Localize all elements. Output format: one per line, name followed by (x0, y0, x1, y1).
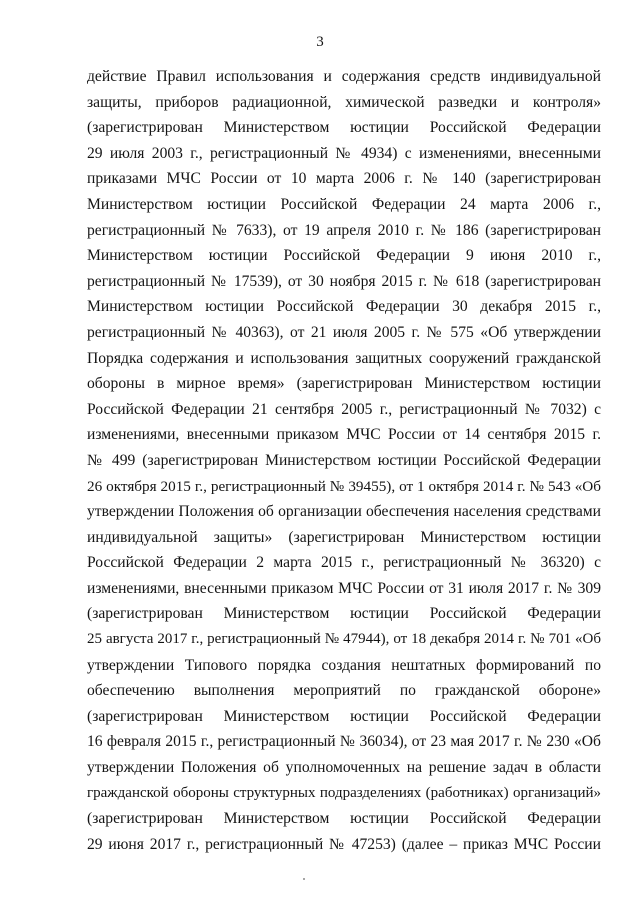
text-line-31: 29 июня 2017 г., регистрационный № 47253) (далее – приказ МЧС России (87, 835, 601, 853)
text-line-18: утверждении Положения об организации обеспечения населения средствами (87, 503, 601, 521)
text-line-22: (зарегистрирован Министерством юстиции Российской Федерации (87, 605, 601, 623)
text-line-20: Российской Федерации 2 марта 2015 г., регистрационный № 36320) с (87, 554, 601, 572)
text-line-25: обеспечению выполнения мероприятий по гражданской обороне» (87, 682, 601, 700)
text-line-09: регистрационный № 17539), от 30 ноября 2015 г. № 618 (зарегистрирован (87, 272, 601, 290)
scan-artifact-dot (303, 878, 305, 880)
text-line-11: регистрационный № 40363), от 21 июля 2005 г. № 575 «Об утверждении (87, 323, 601, 341)
text-line-30: (зарегистрирован Министерством юстиции Российской Федерации (87, 810, 601, 828)
text-line-04: 29 июля 2003 г., регистрационный № 4934) с изменениями, внесенными (87, 144, 601, 162)
text-line-07: регистрационный № 7633), от 19 апреля 2010 г. № 186 (зарегистрирован (87, 221, 601, 239)
text-line-29: гражданской обороны структурных подразделениях (работниках) организаций» (87, 784, 601, 801)
text-line-01: действие Правил использования и содержания средств индивидуальной (87, 68, 601, 85)
body-paragraph (87, 64, 601, 857)
text-line-23: 25 августа 2017 г., регистрационный № 47944), от 18 декабря 2014 г. № 701 «Об (87, 631, 601, 648)
text-line-19: индивидуальной защиты» (зарегистрирован Министерством юстиции (87, 528, 601, 546)
text-line-03: (зарегистрирован Министерством юстиции Российской Федерации (87, 119, 601, 137)
text-line-24: утверждении Типового порядка создания нештатных формирований по (87, 656, 601, 674)
text-line-06: Министерством юстиции Российской Федерации 24 марта 2006 г., (87, 195, 601, 213)
text-line-08: Министерством юстиции Российской Федерации 9 июня 2010 г., (87, 247, 601, 265)
text-line-28: утверждении Положения об уполномоченных на решение задач в области (87, 759, 601, 777)
text-line-13: обороны в мирное время» (зарегистрирован Министерством юстиции (87, 375, 601, 393)
text-line-16: № 499 (зарегистрирован Министерством юстиции Российской Федерации (87, 451, 601, 469)
text-line-02: защиты, приборов радиационной, химической разведки и контроля» (87, 93, 601, 111)
page-number: 3 (316, 34, 324, 50)
text-line-15: изменениями, внесенными приказом МЧС России от 14 сентября 2015 г. (87, 426, 601, 444)
text-line-21: изменениями, внесенными приказом МЧС России от 31 июля 2017 г. № 309 (87, 579, 601, 597)
text-line-17: 26 октября 2015 г., регистрационный № 39455), от 1 октября 2014 г. № 543 «Об (87, 477, 601, 495)
text-line-26: (зарегистрирован Министерством юстиции Российской Федерации (87, 707, 601, 725)
text-line-05: приказами МЧС России от 10 марта 2006 г. № 140 (зарегистрирован (87, 170, 601, 188)
text-line-12: Порядка содержания и использования защитных сооружений гражданской (87, 349, 601, 367)
text-line-10: Министерством юстиции Российской Федерации 30 декабря 2015 г., (87, 298, 601, 316)
text-line-14: Российской Федерации 21 сентября 2005 г., регистрационный № 7032) с (87, 400, 601, 418)
text-line-27: 16 февраля 2015 г., регистрационный № 36034), от 23 мая 2017 г. № 230 «Об (87, 733, 601, 751)
